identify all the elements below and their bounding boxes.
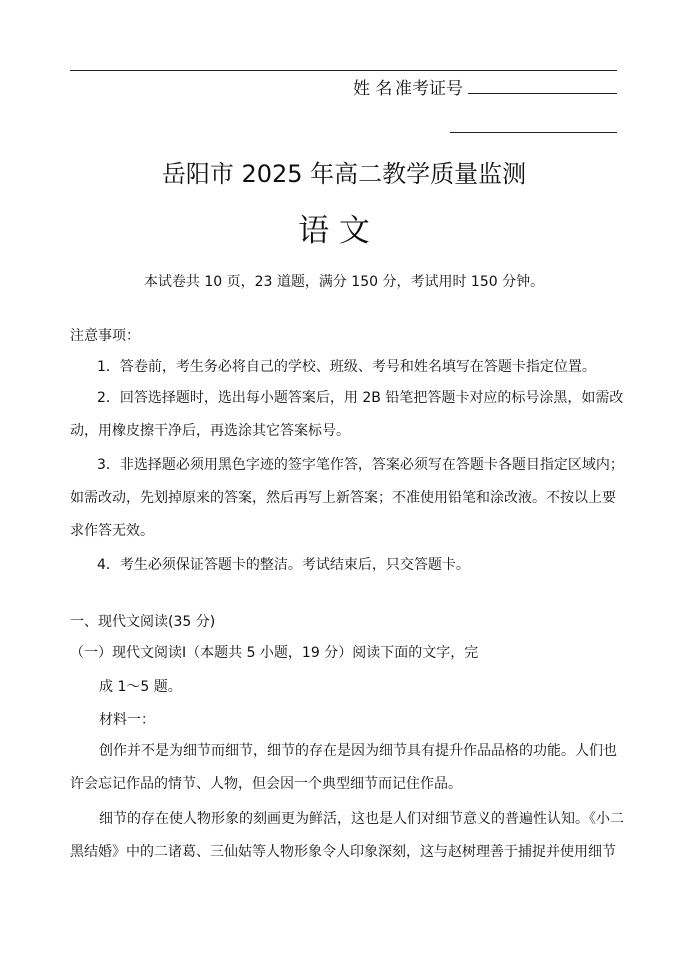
exam-info: 本试卷共 10 页，23 道题，满分 150 分，考试用时 150 分钟。 [143, 274, 545, 290]
material-label: 材料一： [99, 712, 155, 728]
note-item-4: 4．考生必须保证答题卡的整洁。考试结束后，只交答题卡。 [97, 557, 470, 573]
subsection-heading: （一）现代文阅读Ⅰ（本题共 5 小题，19 分）阅读下面的文字，完 [70, 645, 479, 661]
note-item-2-line-1: 2．回答选择题时，选出每小题答案后，用 2B 铅笔把答题卡对应的标号涂黑，如需改 [97, 390, 624, 406]
page-title: 岳阳市 2025 年高二教学质量监测 [161, 160, 527, 188]
exam-id-label: 准考证号 [395, 79, 463, 99]
paragraph-2-line-1: 细节的存在使人物形象的刻画更为鲜活，这也是人们对细节意义的普遍性认知。《小二 [99, 811, 624, 827]
name-label: 姓 名 [353, 79, 393, 99]
note-item-3-line-2: 如需改动，先划掉原来的答案，然后再写上新答案；不准使用铅笔和涂改液。不按以上要 [70, 490, 616, 506]
top-rule [70, 70, 617, 71]
note-item-3-line-3: 求作答无效。 [70, 523, 154, 539]
subsection-heading-cont: 成 1～5 题。 [99, 679, 182, 695]
note-item-3-line-1: 3．非选择题必须用黑色字迹的签字笔作答，答案必须写在答题卡各题目指定区域内； [97, 457, 624, 473]
exam-id-blank-line[interactable] [468, 93, 617, 94]
section-heading: 一、现代文阅读(35 分) [70, 614, 216, 630]
second-blank-line[interactable] [450, 132, 617, 133]
note-item-1: 1．答卷前，考生务必将自己的学校、班级、考号和姓名填写在答题卡指定位置。 [97, 359, 596, 375]
paragraph-1-line-2: 许会忘记作品的情节、人物，但会因一个典型细节而记住作品。 [70, 776, 462, 792]
paragraph-1-line-1: 创作并不是为细节而细节，细节的存在是因为细节具有提升作品品格的功能。人们也 [99, 743, 617, 759]
paragraph-2-line-2: 黑结婚》中的二诸葛、三仙姑等人物形象令人印象深刻，这与赵树理善于捕捉并使用细节 [70, 844, 616, 860]
notes-heading: 注意事项： [70, 328, 140, 344]
subject-title: 语 文 [298, 213, 370, 249]
note-item-2-line-2: 动，用橡皮擦干净后，再选涂其它答案标号。 [70, 423, 350, 439]
